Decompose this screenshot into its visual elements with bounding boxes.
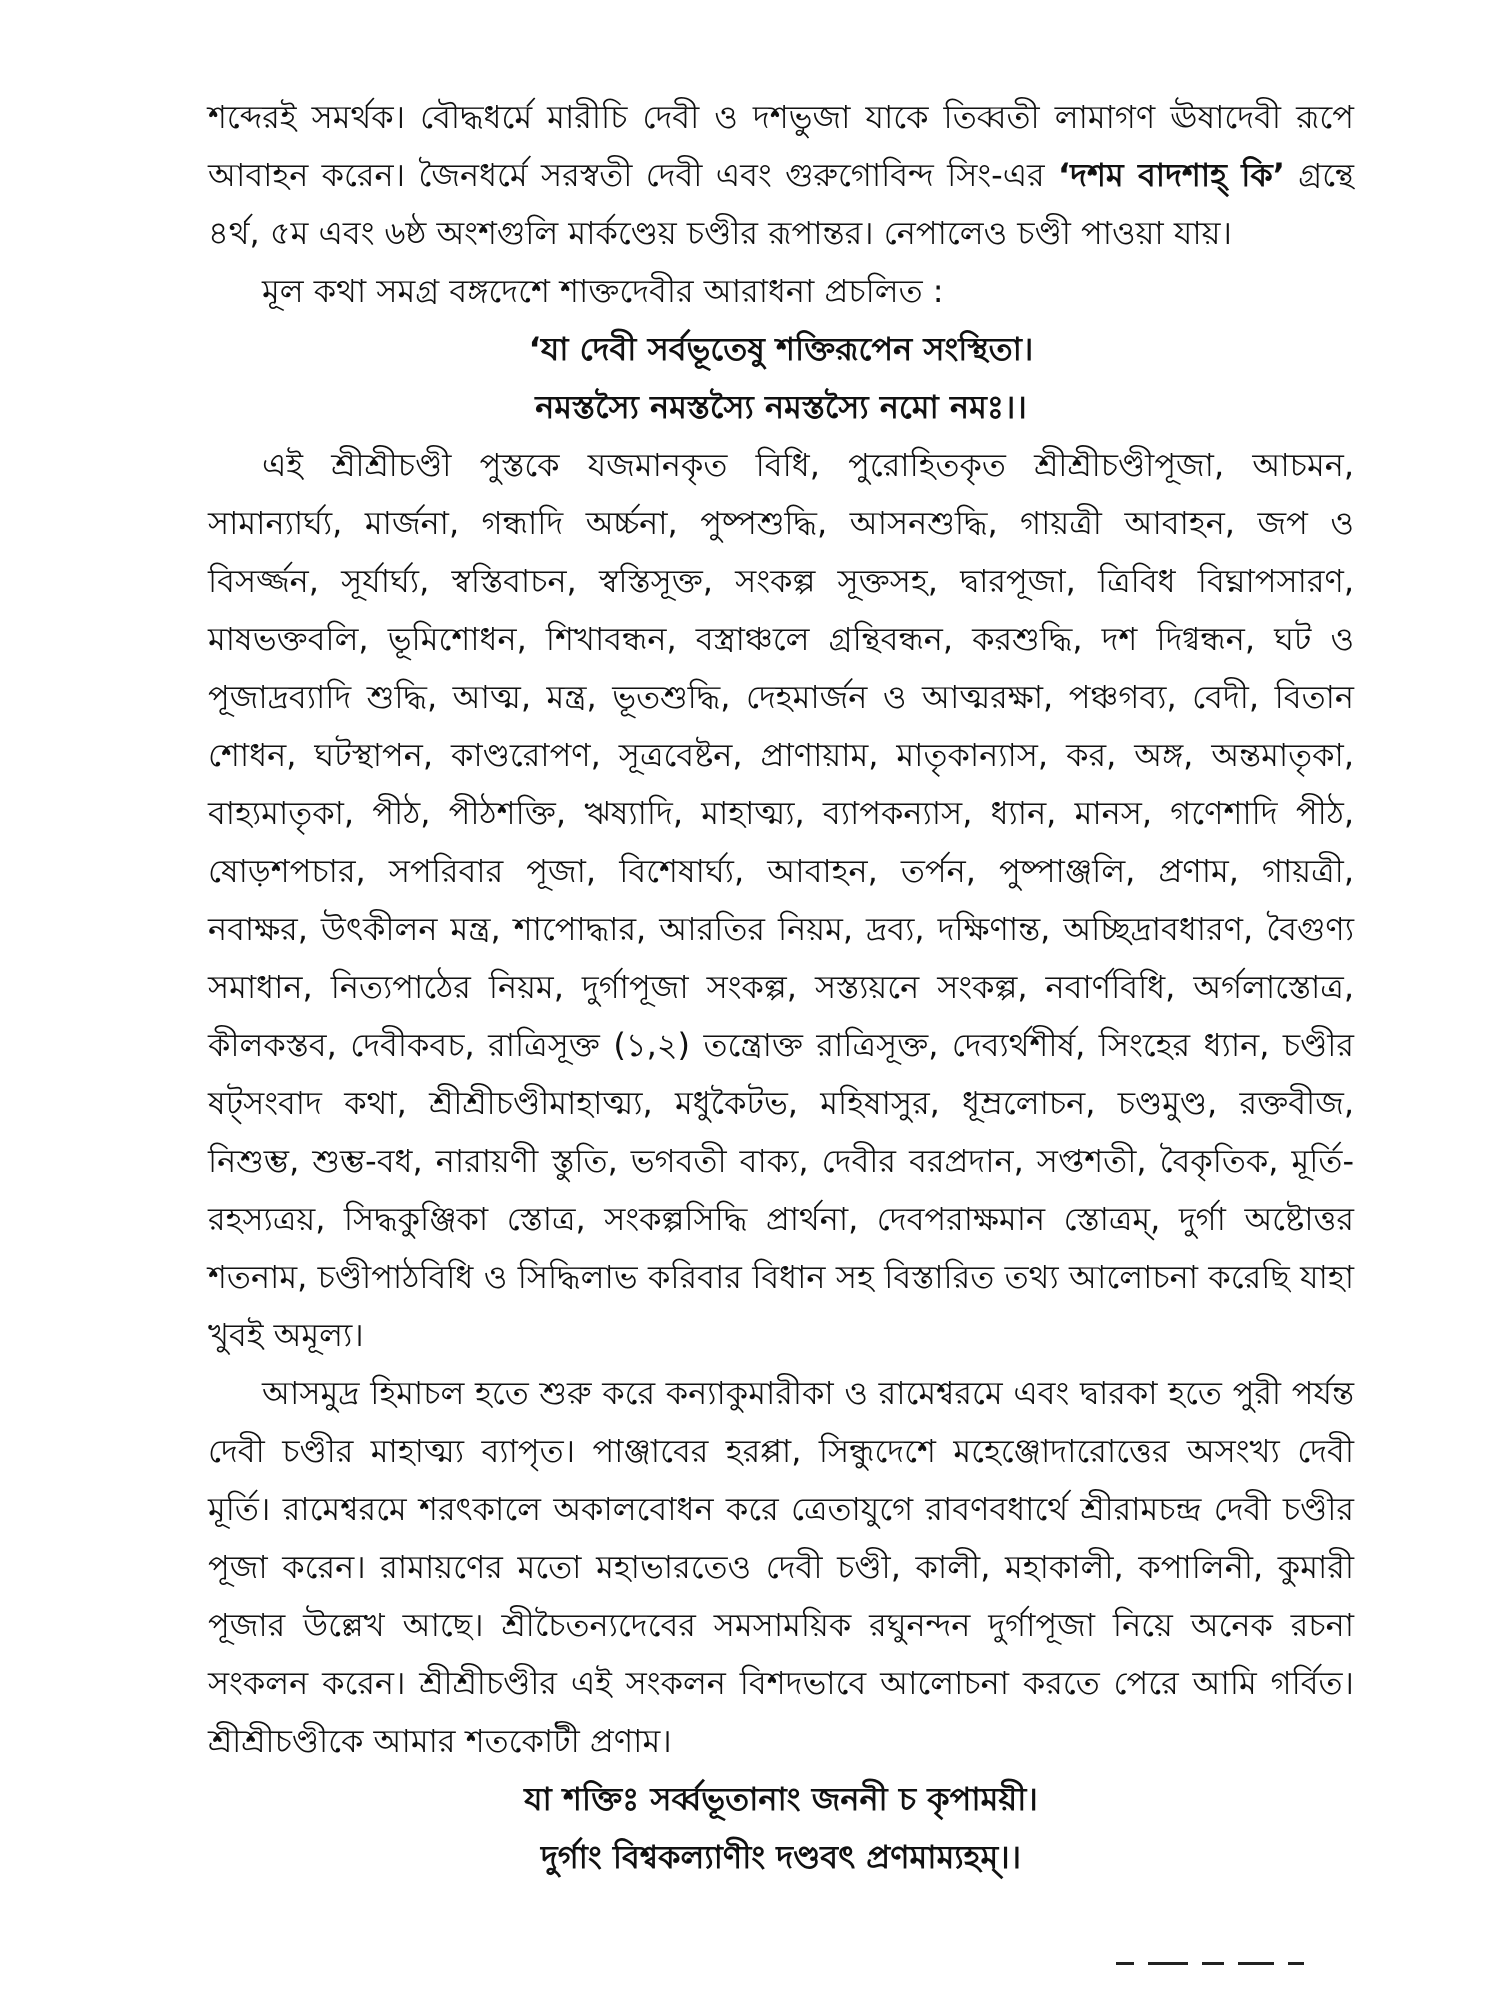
paragraph-intro <box>208 88 1354 262</box>
cropped-next-line-marks <box>1116 1946 1346 1968</box>
paragraph-shakta: মূল কথা সমগ্র বঙ্গদেশে শাক্তদেবীর আরাধনা প্রচলিত : <box>262 272 944 310</box>
book-title: ‘দশম বাদশাহ্ কি’ <box>1058 156 1285 194</box>
paragraph-intro-text-end: গ্রন্থে ৪র্থ, ৫ম এবং ৬ষ্ঠ অংশগুলি মার্কণ্ডেয় চণ্ডীর রূপান্তর। নেপালেও চণ্ডী পাওয়া যায়। <box>208 156 1354 252</box>
verse-2-line-1: যা শক্তিঃ সর্ব্বভূতানাং জননী চ কৃপাময়ী। <box>524 1780 1038 1818</box>
verse-1-line-1: ‘যা দেবী সর্বভূতেষু শক্তিরূপেন সংস্থিতা। <box>528 330 1034 368</box>
paragraph-intro-text-start: শব্দেরই সমর্থক। বৌদ্ধধর্মে মারীচি দেবী ও দশভুজা যাকে তিব্বতী লামাগণ ঊষাদেবী রূপে আবাহন করেন। জৈনধর্মে সরস্বতী দেবী এবং গুরুগোবিন্দ সিং-এর <box>208 98 1354 194</box>
verse-1-line-2: নমস্তস্যৈ নমস্তস্যৈ নমস্তস্যৈ নমো নমঃ।। <box>535 388 1027 426</box>
document-page <box>208 88 1354 1968</box>
paragraph-book-contents: এই শ্রীশ্রীচণ্ডী পুস্তকে যজমানকৃত বিধি, পুরোহিতকৃত শ্রীশ্রীচণ্ডীপূজা, আচমন, সামান্যার্ঘ্য, মার্জনা, গন্ধাদি অর্চ্চনা, পুষ্পশুদ্ধি, আসনশুদ্ধি, গায়ত্রী আবাহন, জপ ও বিসর্জ্জন, সূর্যার্ঘ্য, স্বস্তিবাচন, স্বস্তিসূক্ত, সংকল্প সূক্তসহ, দ্বারপূজা, ত্রিবিধ বিঘ্নাপসারণ, মাষভক্তবলি, ভূমিশোধন, শিখাবন্ধন, বস্ত্রাঞ্চলে গ্রন্থিবন্ধন, করশুদ্ধি, দশ দিগ্বন্ধন, ঘট ও পূজাদ্রব্যাদি শুদ্ধি, আত্ম, মন্ত্র, ভূতশুদ্ধি, দেহমার্জন ও আত্মরক্ষা, পঞ্চগব্য, বেদী, বিতান শোধন, ঘটস্থাপন, কাণ্ডরোপণ, সূত্রবেষ্টন, প্রাণায়াম, মাতৃকান্যাস, কর, অঙ্গ, অন্তমাতৃকা, বাহ্যমাতৃকা, পীঠ, পীঠশক্তি, ঋষ্যাদি, মাহাত্ম্য, ব্যাপকন্যাস, ধ্যান, মানস, গণেশাদি পীঠ, ষোড়শপচার, সপরিবার পূজা, বিশেষার্ঘ্য, আবাহন, তর্পন, পুষ্পাঞ্জলি, প্রণাম, গায়ত্রী, নবাক্ষর, উৎকীলন মন্ত্র, শাপোদ্ধার, আরতির নিয়ম, দ্রব্য, দক্ষিণান্ত, অচ্ছিদ্রাবধারণ, বৈগুণ্য সমাধান, নিত্যপাঠের নিয়ম, দুর্গাপূজা সংকল্প, সস্ত্যয়নে সংকল্প, নবার্ণবিধি, অর্গলাস্তোত্র, কীলকস্তব, দেবীকবচ, রাত্রিসূক্ত (১,২) তন্ত্রোক্ত রাত্রিসূক্ত, দেব্যর্থশীর্ষ, সিংহের ধ্যান, চণ্ডীর ষট্‌সংবাদ কথা, শ্রীশ্রীচণ্ডীমাহাত্ম্য, মধুকৈটভ, মহিষাসুর, ধূম্রলোচন, চণ্ডমুণ্ড, রক্তবীজ, নিশুম্ভ, শুম্ভ-বধ, নারায়ণী স্তুতি, ভগবতী বাক্য, দেবীর বরপ্রদান, সপ্তশতী, বৈকৃতিক, মূর্তি-রহস্যত্রয়, সিদ্ধকুঞ্জিকা স্তোত্র, সংকল্পসিদ্ধি প্রার্থনা, দেবপরাক্ষমান স্তোত্রম্, দুর্গা অষ্টোত্তর শতনাম, চণ্ডীপাঠবিধি ও সিদ্ধিলাভ করিবার বিধান সহ বিস্তারিত তথ্য আলোচনা করেছি যাহা খুবই অমূল্য। <box>208 446 1354 1354</box>
paragraph-chandi-mahatmya: আসমুদ্র হিমাচল হতে শুরু করে কন্যাকুমারীকা ও রামেশ্বরমে এবং দ্বারকা হতে পুরী পর্যন্ত দেবী চণ্ডীর মাহাত্ম্য ব্যাপৃত। পাঞ্জাবের হরপ্পা, সিন্ধুদেশে মহেঞ্জোদারোত্তের অসংখ্য দেবী মূর্তি। রামেশ্বরমে শরৎকালে অকালবোধন করে ত্রেতাযুগে রাবণবধার্থে শ্রীরামচন্দ্র দেবী চণ্ডীর পূজা করেন। রামায়ণের মতো মহাভারতেও দেবী চণ্ডী, কালী, মহাকালী, কপালিনী, কুমারী পূজার উল্লেখ আছে। শ্রীচৈতন্যদেবের সমসাময়িক রঘুনন্দন দুর্গাপূজা নিয়ে অনেক রচনা সংকলন করেন। শ্রীশ্রীচণ্ডীর এই সংকলন বিশদভাবে আলোচনা করতে পেরে আমি গর্বিত। শ্রীশ্রীচণ্ডীকে আমার শতকোটী প্রণাম। <box>208 1374 1354 1760</box>
verse-2-line-2: দুর্গাং বিশ্বকল্যাণীং দণ্ডবৎ প্রণমাম্যহম্।। <box>540 1838 1022 1876</box>
